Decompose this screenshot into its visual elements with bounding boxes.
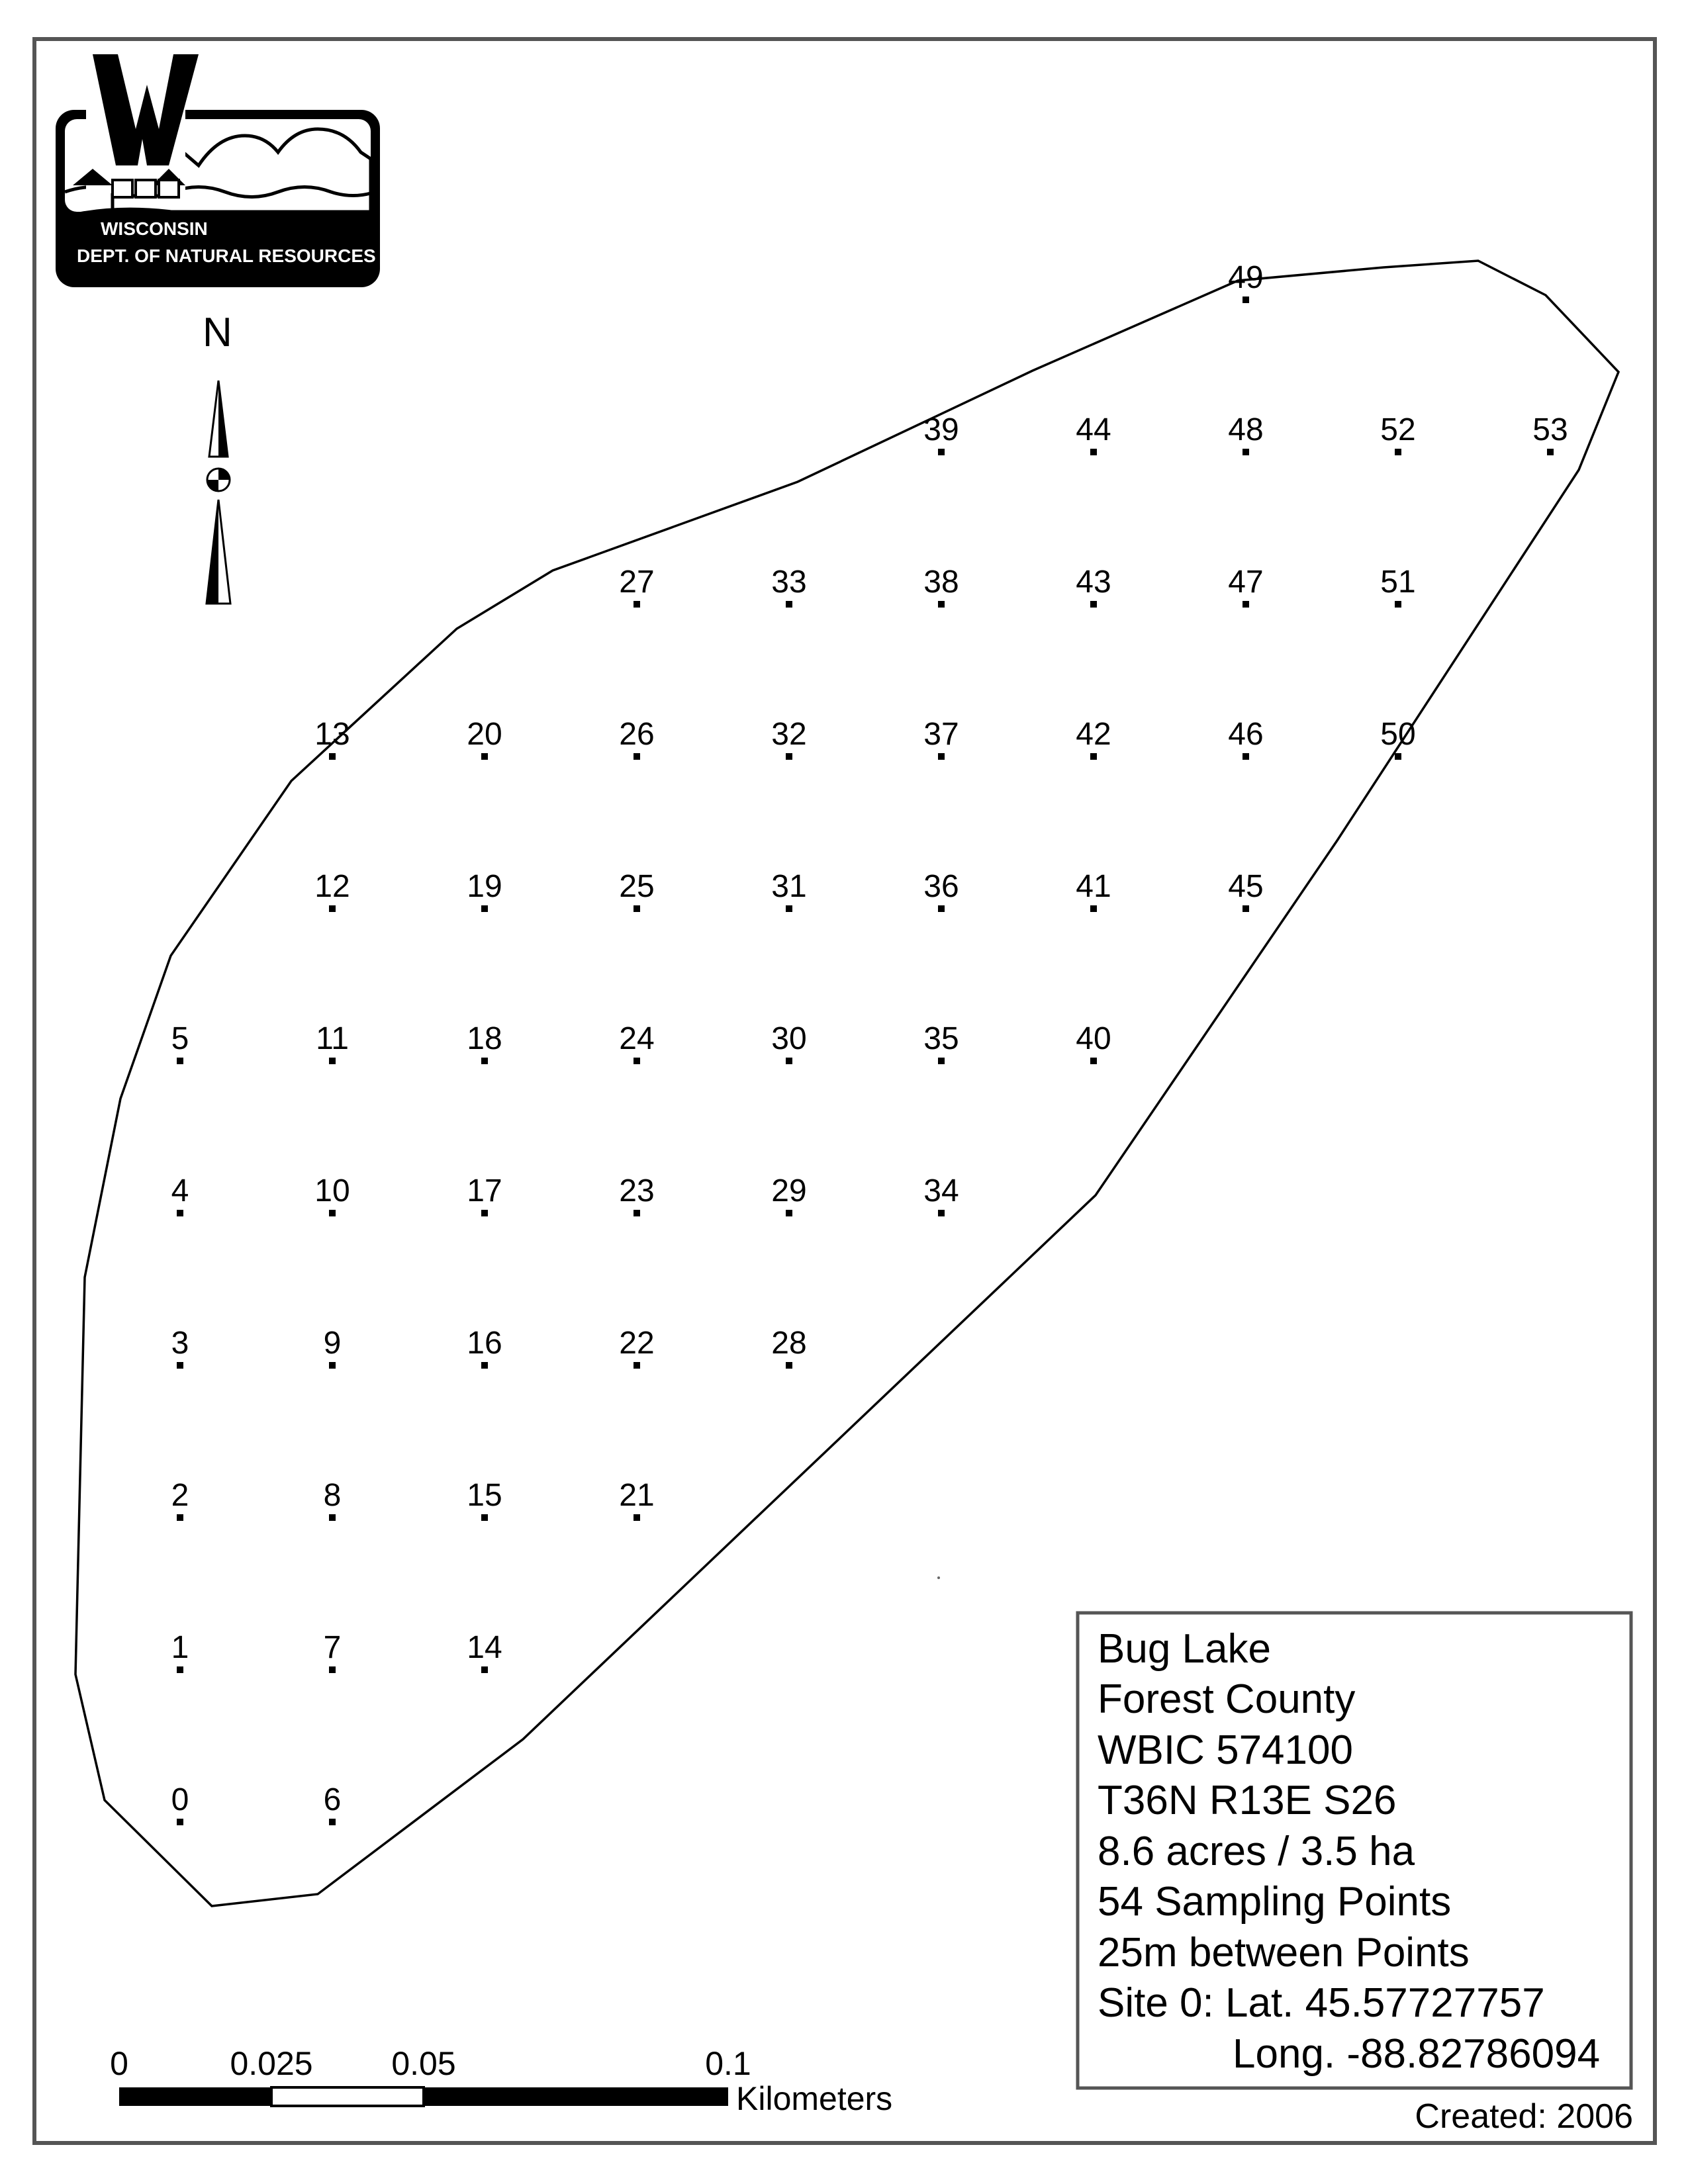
- sampling-point-label: 48: [1228, 412, 1264, 447]
- sampling-point-label: 8: [323, 1478, 342, 1513]
- sampling-point-marker: [1090, 449, 1097, 455]
- sampling-point-label: 53: [1532, 412, 1568, 447]
- info-lake-name: Bug Lake: [1098, 1626, 1271, 1672]
- sampling-point-marker: [938, 753, 945, 760]
- info-plss: T36N R13E S26: [1098, 1778, 1397, 1823]
- sampling-point-label: 23: [619, 1173, 655, 1208]
- sampling-point-label: 9: [323, 1326, 342, 1361]
- sampling-point-label: 30: [771, 1021, 807, 1056]
- sampling-point-marker: [938, 905, 945, 912]
- sampling-point-marker: [633, 1210, 640, 1216]
- sampling-point-marker: [786, 905, 792, 912]
- sampling-point-label: 18: [467, 1021, 502, 1056]
- sampling-point-label: 50: [1380, 717, 1416, 752]
- sampling-point-marker: [1243, 753, 1249, 760]
- sampling-point-marker: [786, 753, 792, 760]
- sampling-point-label: 14: [467, 1630, 502, 1665]
- sampling-point-label: 43: [1076, 565, 1111, 600]
- sampling-point-marker: [1243, 905, 1249, 912]
- sampling-point-marker: [177, 1666, 183, 1673]
- sampling-point-marker: [329, 753, 336, 760]
- sampling-point-label: 29: [771, 1173, 807, 1208]
- sampling-point-label: 26: [619, 717, 655, 752]
- sampling-point-marker: [481, 1210, 488, 1216]
- sampling-point-marker: [329, 905, 336, 912]
- sampling-point-marker: [1395, 753, 1401, 760]
- sampling-point-marker: [786, 601, 792, 608]
- info-area: 8.6 acres / 3.5 ha: [1098, 1829, 1415, 1874]
- sampling-point-label: 4: [171, 1173, 189, 1208]
- sampling-point-label: 5: [171, 1021, 189, 1056]
- wdnr-logo: [56, 54, 380, 287]
- sampling-point-label: 40: [1076, 1021, 1111, 1056]
- info-county: Forest County: [1098, 1676, 1356, 1722]
- sampling-point-marker: [177, 1210, 183, 1216]
- sampling-point-marker: [329, 1514, 336, 1521]
- sampling-point-marker: [633, 601, 640, 608]
- sampling-point-label: 0: [171, 1782, 189, 1817]
- sampling-point-marker: [1395, 449, 1401, 455]
- scale-segment-3: [424, 2087, 728, 2106]
- sampling-point-marker: [1243, 449, 1249, 455]
- sampling-point-marker: [481, 905, 488, 912]
- sampling-point-marker: [633, 905, 640, 912]
- sampling-point-label: 16: [467, 1326, 502, 1361]
- sampling-point-marker: [1395, 601, 1401, 608]
- sampling-point-label: 41: [1076, 869, 1111, 904]
- sampling-point-label: 36: [923, 869, 959, 904]
- sampling-point-label: 1: [171, 1630, 189, 1665]
- sampling-point-marker: [481, 1362, 488, 1369]
- scale-segment-1: [119, 2087, 271, 2106]
- info-wbic: WBIC 574100: [1098, 1727, 1353, 1773]
- sampling-point-marker: [633, 1514, 640, 1521]
- map-speck: [937, 1576, 940, 1579]
- sampling-point-marker: [177, 1058, 183, 1064]
- sampling-point-label: 51: [1380, 565, 1416, 600]
- sampling-point-label: 25: [619, 869, 655, 904]
- scale-unit-label: Kilometers: [736, 2080, 893, 2117]
- sampling-point-label: 24: [619, 1021, 655, 1056]
- sampling-point-marker: [177, 1819, 183, 1825]
- sampling-point-label: 47: [1228, 565, 1264, 600]
- scale-segment-2: [271, 2087, 424, 2106]
- sampling-point-marker: [938, 601, 945, 608]
- sampling-point-label: 44: [1076, 412, 1111, 447]
- sampling-point-label: 31: [771, 869, 807, 904]
- sampling-point-marker: [329, 1058, 336, 1064]
- sampling-point-label: 38: [923, 565, 959, 600]
- sampling-points: [171, 260, 1568, 1825]
- sampling-point-label: 17: [467, 1173, 502, 1208]
- sampling-point-marker: [1090, 905, 1097, 912]
- sampling-point-label: 34: [923, 1173, 959, 1208]
- north-label: N: [203, 310, 232, 355]
- sampling-point-marker: [786, 1210, 792, 1216]
- sampling-point-marker: [938, 449, 945, 455]
- sampling-point-label: 28: [771, 1326, 807, 1361]
- sampling-point-marker: [329, 1666, 336, 1673]
- sampling-point-marker: [786, 1058, 792, 1064]
- scale-tick-0: 0: [110, 2045, 128, 2082]
- sampling-point-marker: [481, 1058, 488, 1064]
- sampling-point-label: 52: [1380, 412, 1416, 447]
- sampling-point-label: 3: [171, 1326, 189, 1361]
- sampling-point-label: 20: [467, 717, 502, 752]
- sampling-point-marker: [938, 1210, 945, 1216]
- sampling-point-marker: [481, 1514, 488, 1521]
- created-label: Created: 2006: [1415, 2097, 1633, 2136]
- sampling-point-marker: [938, 1058, 945, 1064]
- sampling-point-marker: [633, 753, 640, 760]
- scale-tick-0025: 0.025: [230, 2045, 313, 2082]
- sampling-point-marker: [1243, 296, 1249, 303]
- sampling-point-label: 13: [314, 717, 350, 752]
- scale-tick-005: 0.05: [391, 2045, 456, 2082]
- logo-text-dnr: DEPT. OF NATURAL RESOURCES: [77, 246, 376, 266]
- sampling-point-label: 32: [771, 717, 807, 752]
- sampling-point-marker: [177, 1514, 183, 1521]
- sampling-point-marker: [1547, 449, 1554, 455]
- sampling-point-label: 19: [467, 869, 502, 904]
- sampling-point-label: 21: [619, 1478, 655, 1513]
- sampling-point-marker: [329, 1362, 336, 1369]
- sampling-point-marker: [1090, 1058, 1097, 1064]
- sampling-point-label: 11: [316, 1021, 349, 1056]
- sampling-point-label: 35: [923, 1021, 959, 1056]
- sampling-point-label: 45: [1228, 869, 1264, 904]
- sampling-point-label: 49: [1228, 260, 1264, 295]
- north-arrow: [203, 310, 232, 604]
- sampling-point-label: 46: [1228, 717, 1264, 752]
- sampling-point-label: 10: [314, 1173, 350, 1208]
- sampling-point-label: 39: [923, 412, 959, 447]
- sampling-point-marker: [329, 1210, 336, 1216]
- sampling-point-marker: [177, 1362, 183, 1369]
- scale-bar: [110, 2045, 892, 2117]
- sampling-point-label: 12: [314, 869, 350, 904]
- info-spacing: 25m between Points: [1098, 1930, 1470, 1976]
- sampling-point-label: 7: [323, 1630, 342, 1665]
- logo-text-wisconsin: WISCONSIN: [101, 218, 208, 239]
- info-site-long: Long. -88.82786094: [1233, 2031, 1601, 2077]
- info-box: [1078, 1613, 1631, 2088]
- sampling-point-label: 42: [1076, 717, 1111, 752]
- sampling-point-marker: [1090, 601, 1097, 608]
- sampling-point-marker: [329, 1819, 336, 1825]
- sampling-point-label: 37: [923, 717, 959, 752]
- sampling-point-label: 6: [323, 1782, 342, 1817]
- sampling-point-marker: [786, 1362, 792, 1369]
- sampling-point-label: 27: [619, 565, 655, 600]
- sampling-point-marker: [1243, 601, 1249, 608]
- sampling-point-label: 2: [171, 1478, 189, 1513]
- sampling-point-marker: [633, 1058, 640, 1064]
- sampling-point-marker: [633, 1362, 640, 1369]
- sampling-point-label: 22: [619, 1326, 655, 1361]
- sampling-point-label: 15: [467, 1478, 502, 1513]
- scale-tick-01: 0.1: [705, 2045, 751, 2082]
- sampling-point-marker: [1090, 753, 1097, 760]
- info-site-lat: Site 0: Lat. 45.57727757: [1098, 1980, 1545, 2026]
- sampling-point-marker: [481, 753, 488, 760]
- sampling-point-label: 33: [771, 565, 807, 600]
- info-point-count: 54 Sampling Points: [1098, 1879, 1452, 1925]
- sampling-point-marker: [481, 1666, 488, 1673]
